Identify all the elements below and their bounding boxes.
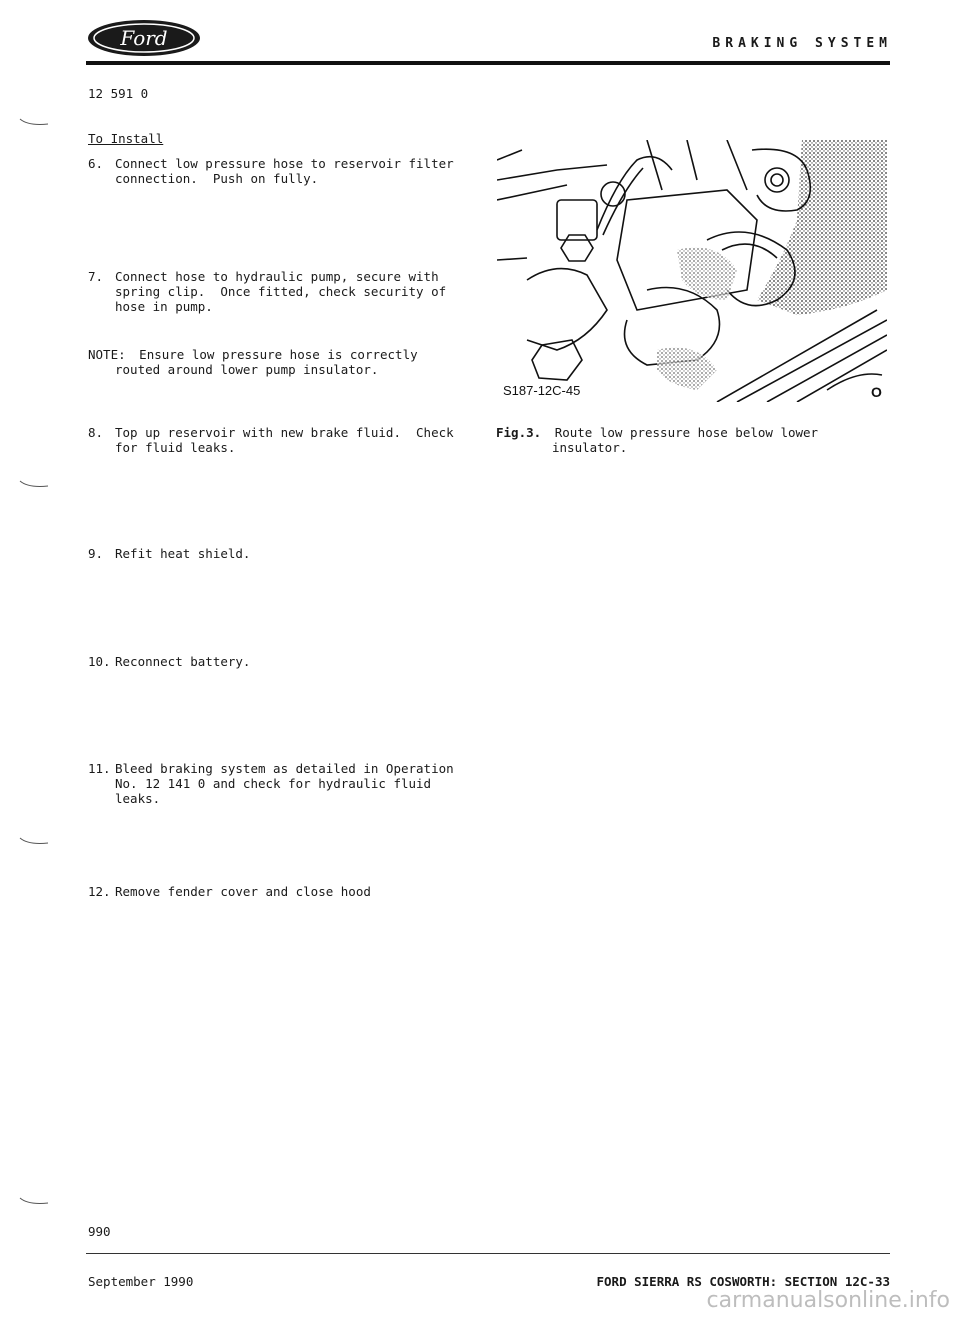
step-line: Connect low pressure hose to reservoir filter [115, 156, 454, 171]
figure-reference: S187-12C-45 [503, 383, 581, 398]
figure-caption-line: Route low pressure hose below lower [554, 425, 819, 440]
figure-corner-mark: O [871, 384, 882, 400]
figure-caption-number: Fig.3. [496, 425, 542, 440]
step-number: 12. [88, 884, 111, 899]
operation-number: 12 591 0 [88, 86, 149, 101]
footer-rule [86, 1253, 890, 1254]
margin-mark [18, 480, 52, 488]
step-line: hose in pump. [115, 299, 213, 314]
margin-mark [18, 1197, 52, 1205]
step-line: No. 12 141 0 and check for hydraulic fluid [115, 776, 432, 791]
step-line: Reconnect battery. [115, 654, 251, 669]
margin-mark [18, 837, 52, 845]
step-line: Connect hose to hydraulic pump, secure with [115, 269, 439, 284]
header-rule [86, 61, 890, 65]
step-line: Bleed braking system as detailed in Operation [115, 761, 454, 776]
note-label: NOTE: [88, 347, 126, 362]
figure-illustration [497, 140, 887, 402]
page-code: 990 [88, 1224, 111, 1239]
step-line: Remove fender cover and close hood [115, 884, 371, 899]
footer-date: September 1990 [88, 1274, 194, 1289]
step-number: 9. [88, 546, 104, 561]
step-number: 7. [88, 269, 104, 284]
step-line: for fluid leaks. [115, 440, 236, 455]
step-number: 11. [88, 761, 111, 776]
step-number: 6. [88, 156, 104, 171]
margin-mark [18, 118, 52, 126]
step-line: connection. Push on fully. [115, 171, 319, 186]
footer-section-ref: FORD SIERRA RS COSWORTH: SECTION 12C-33 [596, 1274, 890, 1289]
figure-caption-line: insulator. [552, 440, 628, 455]
note [88, 347, 488, 377]
step-line: spring clip. Once fitted, check security of [115, 284, 447, 299]
section-heading: To Install [88, 131, 164, 146]
step-line: Top up reservoir with new brake fluid. Check [115, 425, 454, 440]
ford-logo-text: Ford [120, 26, 168, 50]
step-number: 10. [88, 654, 111, 669]
step-line: Refit heat shield. [115, 546, 251, 561]
figure-caption [496, 425, 886, 455]
watermark: carmanualsonline.info [706, 1288, 950, 1313]
ford-logo [86, 18, 202, 58]
section-title: BRAKING SYSTEM [712, 36, 892, 51]
step-number: 8. [88, 425, 104, 440]
step-line: leaks. [115, 791, 161, 806]
note-line: routed around lower pump insulator. [115, 362, 379, 377]
note-line: Ensure low pressure hose is correctly [139, 347, 418, 362]
